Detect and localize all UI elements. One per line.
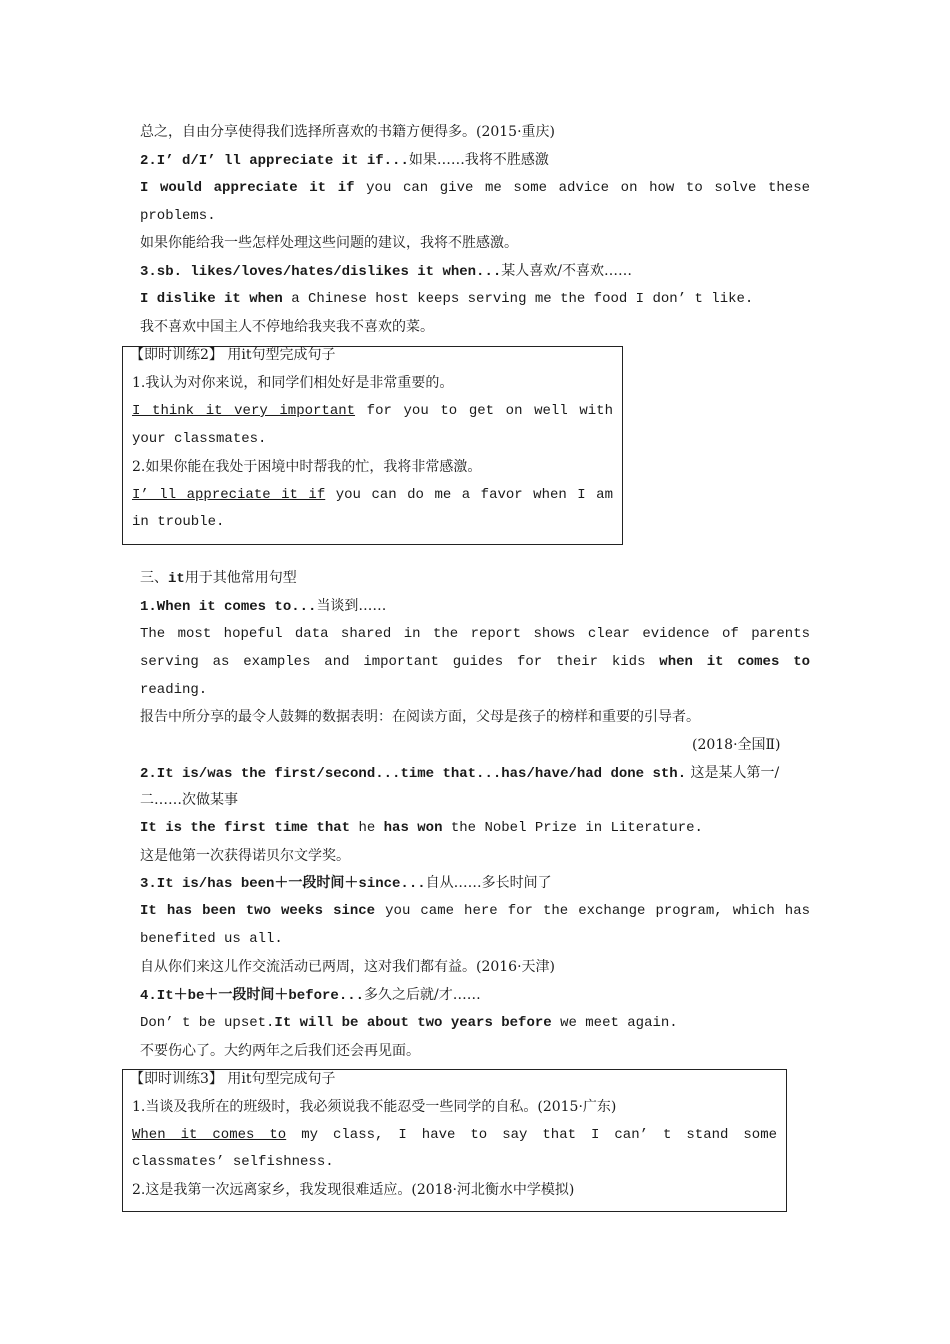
pattern-3-translation: 我不喜欢中国主人不停地给我夹我不喜欢的菜。 [140,319,434,335]
s1-example-line2 [140,652,810,672]
s1-meaning: 当谈到…… [316,598,387,614]
drill-2-q1: 1.我认为对你来说，和同学们相处好是非常重要的。 [132,375,454,391]
drill-3-q2: 2.这是我第一次远离家乡，我发现很难适应。(2018·河北衡水中学模拟) [132,1182,575,1198]
s2-example-t2: the Nobel Prize in Literature. [442,820,703,836]
drill-2-a1-cont: your classmates. [132,431,267,447]
s2-heading-cont: 二……次做某事 [140,792,238,808]
s1-example-line3: reading. [140,682,208,698]
pattern-3-example-rest: a Chinese host keeps serving me the food I don’ t like. [282,291,754,307]
s2-example-b1: It is the first time that [140,820,351,836]
s3-translation: 自从你们来这儿作交流活动已两周，这对我们都有益。(2016·天津) [140,959,556,975]
s1-example-line1: The most hopeful data shared in the report shows clear evidence of parents [140,626,810,642]
pattern-2-heading [140,150,549,171]
pattern-3-formula: 3.sb. likes/loves/hates/dislikes it when... [140,264,502,280]
s4-formula: 4.It＋be＋一段时间＋before... [140,988,365,1004]
s2-meaning: 这是某人第一/ [686,765,780,781]
pattern-2-example-bold: I would appreciate it if [140,180,355,196]
drill-3-a1-rest: my class, I have to say that I can’ t stand some [286,1127,777,1143]
drill-2-a1-rest: for you to get on well with [355,403,613,419]
s3-formula: 3.It is/has been＋一段时间＋since... [140,876,426,892]
drill-2-q2: 2.如果你能在我处于困境中时帮我的忙，我将非常感激。 [132,459,482,475]
s2-heading [140,763,779,784]
s3-example [140,901,810,921]
s3-meaning: 自从……多长时间了 [425,875,552,891]
s3-heading [140,873,552,894]
s3-example-cont: benefited us all. [140,931,283,947]
drill-3-q1: 1.当谈及我所在的班级时，我必须说我不能忍受一些同学的自私。(2015·广东) [132,1099,617,1115]
s4-example [140,1013,678,1033]
s1-heading [140,596,386,617]
s1-source: (2018·全国Ⅱ) [692,737,781,753]
pattern-3-heading [140,261,632,282]
drill-2-a1-answer: I think it very important [132,403,356,419]
summary-cn: 总之，自由分享使得我们选择所喜欢的书籍方便得多。(2015·重庆) [140,124,556,140]
s2-example [140,818,703,838]
s2-formula: 2.It is/was the first/second...time that...has/have/had done sth. [140,766,687,782]
pattern-2-translation: 如果你能给我一些怎样处理这些问题的建议，我将不胜感激。 [140,235,518,251]
pattern-2-example-rest: you can give me some advice on how to solve these [354,180,810,196]
s4-heading [140,985,481,1006]
s4-example-a: Don’ t be upset. [140,1015,275,1031]
pattern-2-formula: 2.I’ d/I’ ll appreciate it if... [140,153,409,169]
drill-2-title: 【即时训练2】 用it句型完成句子 [130,347,336,363]
section-3-heading-post: 用于其他常用句型 [184,570,297,586]
drill-3-a1-answer: When it comes to [132,1127,287,1143]
pattern-3-example [140,289,753,309]
pattern-3-meaning: 某人喜欢/不喜欢…… [501,263,632,279]
drill-3-a1 [132,1125,777,1145]
section-3-heading-it: it [168,571,185,587]
s2-example-b2: has won [383,820,443,836]
s4-translation: 不要伤心了。大约两年之后我们还会再见面。 [140,1043,420,1059]
section-3-heading [140,568,297,589]
s1-formula: 1.When it comes to... [140,599,317,615]
drill-2-a2-answer: I’ ll appreciate it if [132,487,326,503]
drill-3-title: 【即时训练3】 用it句型完成句子 [130,1071,336,1087]
pattern-2-example-cont: problems. [140,208,216,224]
pattern-2-meaning: 如果……我将不胜感激 [408,152,549,168]
pattern-3-example-bold: I dislike it when [140,291,283,307]
drill-3-a1-cont: classmates’ selfishness. [132,1154,334,1170]
drill-2-a2-rest: you can do me a favor when I am [325,487,613,503]
s1-example-line2-bold: when it comes to [659,654,810,670]
s2-example-t1: he [350,820,384,836]
drill-2-a2-cont: in trouble. [132,514,225,530]
s4-example-bold: It will be about two years before [274,1015,552,1031]
section-3-heading-pre: 三、 [140,570,168,586]
s4-example-rest: we meet again. [551,1015,678,1031]
s2-translation: 这是他第一次获得诺贝尔文学奖。 [140,848,350,864]
drill-2-a2 [132,485,613,505]
s3-example-rest: you came here for the exchange program, which has [375,903,810,919]
drill-2-a1 [132,401,613,421]
s1-example-line2-text: serving as examples and important guides for their kids [140,654,660,670]
s4-meaning: 多久之后就/才…… [364,987,481,1003]
s1-translation: 报告中所分享的最令人鼓舞的数据表明：在阅读方面，父母是孩子的榜样和重要的引导者。 [140,709,700,725]
s3-example-bold: It has been two weeks since [140,903,376,919]
pattern-2-example [140,178,810,198]
